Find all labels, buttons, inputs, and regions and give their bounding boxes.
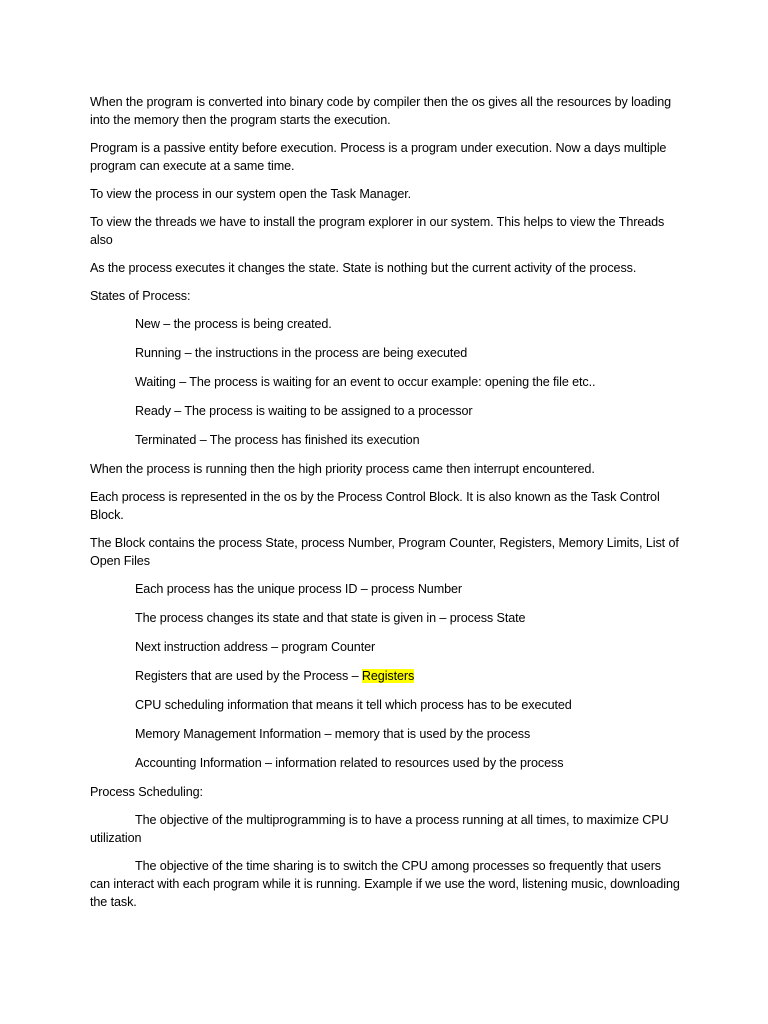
state-item-waiting: Waiting – The process is waiting for an event to occur example: opening the file etc.. (135, 375, 596, 389)
scheduling-heading: Process Scheduling: (90, 785, 203, 799)
pcb-item-cpu-scheduling: CPU scheduling information that means it tell which process has to be executed (135, 698, 572, 712)
paragraph-threads: To view the threads we have to install the program explorer in our system. This helps to view the Threads also (90, 215, 665, 247)
pcb-item-accounting: Accounting Information – information related to resources used by the process (135, 756, 564, 770)
paragraph-interrupt: When the process is running then the high priority process came then interrupt encountered. (90, 462, 595, 476)
paragraph-process-state: As the process executes it changes the state. State is nothing but the current activity of the process. (90, 261, 637, 275)
registers-item-prefix: Registers that are used by the Process – (135, 669, 362, 683)
pcb-item-program-counter: Next instruction address – program Counter (135, 640, 376, 654)
paragraph-multiprogramming: The objective of the multiprogramming is to have a process running at all times, to maximize CPU utilization (90, 813, 669, 845)
pcb-item-process-number: Each process has the unique process ID – process Number (135, 582, 463, 596)
paragraph-block-contents: The Block contains the process State, process Number, Program Counter, Registers, Memory Limits, List of Open Files (90, 536, 679, 568)
paragraph-time-sharing: The objective of the time sharing is to switch the CPU among processes so frequently that users can interact with each program while it is running. Example if we use the word, listening music, downloading the task. (90, 859, 680, 909)
paragraph-pcb: Each process is represented in the os by the Process Control Block. It is also known as the Task Control Block. (90, 490, 660, 522)
state-item-running: Running – the instructions in the process are being executed (135, 346, 468, 360)
paragraph-passive-entity: Program is a passive entity before execution. Process is a program under execution. Now a days multiple program can execute at a same time. (90, 141, 667, 173)
states-heading: States of Process: (90, 289, 191, 303)
state-item-ready: Ready – The process is waiting to be assigned to a processor (135, 404, 473, 418)
pcb-item-process-state: The process changes its state and that state is given in – process State (135, 611, 526, 625)
paragraph-task-manager: To view the process in our system open the Task Manager. (90, 187, 412, 201)
paragraph-binary-code: When the program is converted into binary code by compiler then the os gives all the resources by loading into the memory then the program starts the execution. (90, 95, 672, 127)
state-item-new: New – the process is being created. (135, 317, 332, 331)
state-item-terminated: Terminated – The process has finished its execution (135, 433, 420, 447)
registers-highlight: Registers (361, 669, 415, 683)
pcb-item-registers (90, 667, 682, 685)
pcb-item-memory-management: Memory Management Information – memory that is used by the process (135, 727, 531, 741)
document-body (90, 93, 682, 921)
